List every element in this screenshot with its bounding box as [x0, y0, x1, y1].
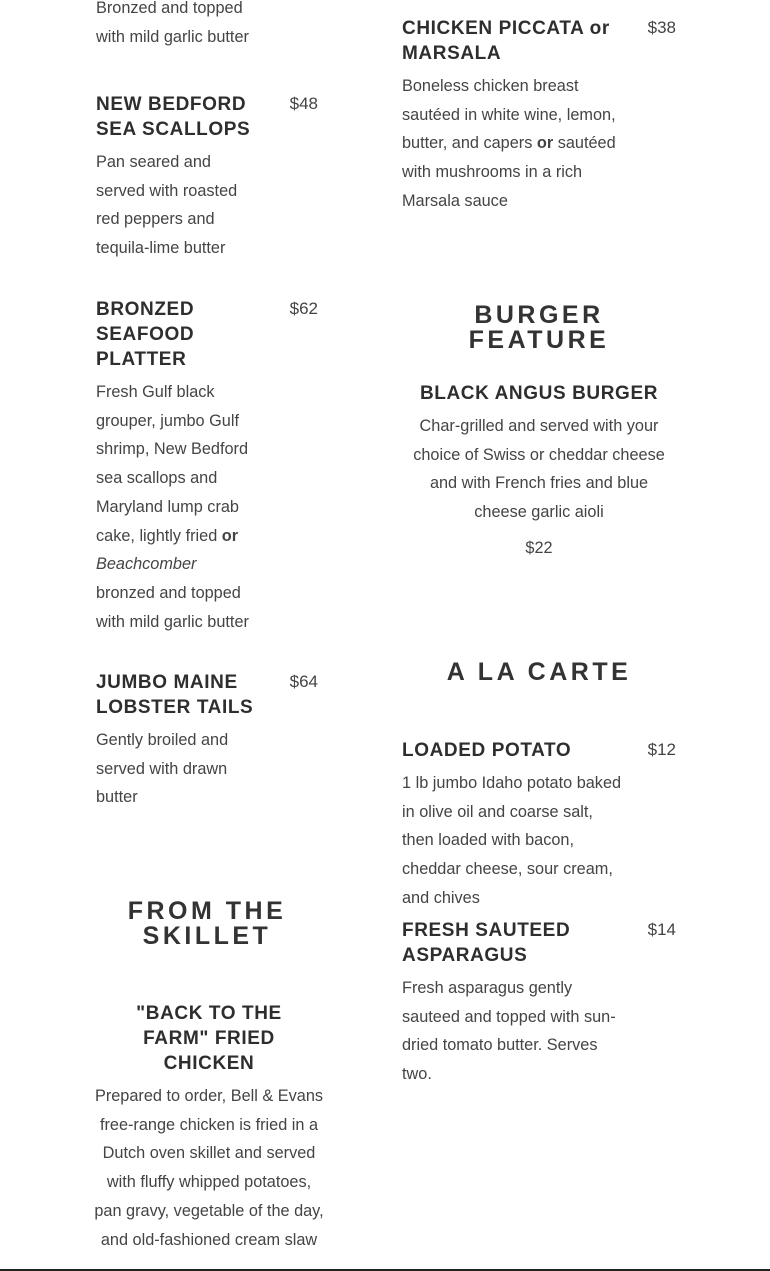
- menu-item-black-angus-burger: [402, 381, 676, 563]
- item-title: "BACK TO THE FARM" FRIED CHICKEN: [136, 1003, 282, 1074]
- menu-item-lobster-tails: [96, 670, 318, 812]
- menu-item-seafood-platter: [96, 297, 318, 636]
- menu-item-fresh-sauteed-asparagus: [402, 918, 676, 1089]
- desc-or: or: [536, 134, 554, 153]
- item-title: [402, 16, 622, 66]
- item-description: Pan seared and served with roasted red peppers and tequila-lime butter: [96, 153, 238, 258]
- item-title: LOADED POTATO: [402, 740, 572, 761]
- section-title-from-the-skillet: [96, 899, 318, 949]
- item-price: $64: [289, 672, 318, 691]
- partial-item-description: Bronzed and topped with mild garlic butter: [96, 0, 249, 46]
- item-description: Gently broiled and served with drawn butter: [96, 731, 229, 807]
- title-or: or: [589, 18, 610, 39]
- title-text: MARSALA: [402, 43, 502, 64]
- item-price: $14: [647, 920, 676, 939]
- menu-item-chicken-piccata: [402, 16, 676, 216]
- item-description: 1 lb jumbo Idaho potato baked in olive oil and coarse salt, then loaded with bacon, cheddar cheese, sour cream, and chives: [402, 774, 622, 907]
- item-price: $62: [289, 299, 318, 318]
- item-description: Char-grilled and served with your choice of Swiss or cheddar cheese and with French fries and blue cheese garlic aioli: [413, 417, 665, 522]
- desc-emphasis: Beachcomber: [96, 555, 197, 574]
- item-price: $48: [289, 94, 318, 113]
- item-title: NEW BEDFORD SEA SCALLOPS: [96, 94, 251, 140]
- desc-text: sautéed with mushrooms in a rich Marsala sauce: [402, 134, 616, 210]
- menu-item-loaded-potato: [402, 738, 676, 913]
- item-description: Prepared to order, Bell & Evans free-range chicken is fried in a Dutch oven skillet and served with fluffy whipped potatoes, pan gravy, vegetable of the day, and old-fashioned cream slaw: [94, 1087, 324, 1249]
- item-title: JUMBO MAINE LOBSTER TAILS: [96, 672, 254, 718]
- item-price: $22: [525, 538, 553, 557]
- desc-text: Fresh Gulf black grouper, jumbo Gulf shrimp, New Bedford sea scallops and Maryland lump crab cake, lightly fried: [96, 383, 249, 545]
- item-description: [96, 378, 251, 636]
- section-title-a-la-carte: A LA CARTE: [446, 658, 632, 686]
- section-title-burger-feature: BURGER FEATURE: [468, 301, 610, 354]
- item-title: BLACK ANGUS BURGER: [419, 383, 659, 404]
- desc-or: or: [221, 526, 239, 545]
- item-title: BRONZED SEAFOOD PLATTER: [96, 299, 195, 370]
- item-description: Fresh asparagus gently sauteed and topped with sun-dried tomato butter. Serves two.: [402, 979, 616, 1084]
- item-title: FRESH SAUTEED ASPARAGUS: [402, 920, 571, 966]
- desc-text: bronzed and topped with mild garlic butter: [96, 583, 249, 631]
- item-description: [402, 72, 617, 216]
- menu-item-fried-chicken: [92, 1001, 326, 1254]
- section-title-line: SKILLET: [142, 922, 272, 950]
- item-price: $12: [647, 740, 676, 759]
- menu-item-sea-scallops: [96, 92, 318, 263]
- section-title-line: FROM THE: [127, 897, 287, 925]
- title-text: CHICKEN PICCATA: [402, 18, 584, 39]
- item-price: $38: [647, 18, 676, 37]
- desc-text: Boneless chicken breast sautéed in white wine, lemon, butter, and capers: [402, 77, 616, 153]
